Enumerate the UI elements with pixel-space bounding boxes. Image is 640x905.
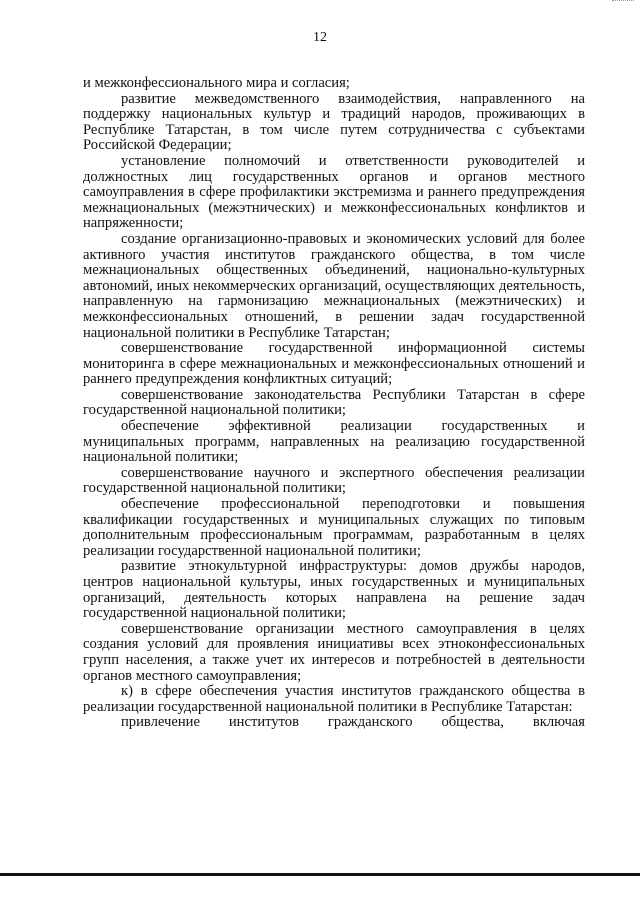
paragraph-8: совершенствование научного и экспертного обеспечения реализации государственной национальной политики;: [83, 464, 585, 497]
paragraph-4: создание организационно-правовых и экономических условий для более активного участия институтов гражданского общества, в том числе межнациональных общественных объединений, национально-культурных автономий, иных некоммерческих организаций, осуществляющих деятельность, направленную на гармонизацию межнациональных (межэтнических) и межконфессиональных отношений, в решении задач государственной национальной политики в Республике Татарстан;: [83, 230, 585, 341]
paragraph-2: развитие межведомственного взаимодействия, направленного на поддержку национальных культур и традиций народов, проживающих в Республике Татарстан, в том числе путем сотрудничества с субъектами Российской Федерации;: [83, 90, 585, 154]
bottom-border-line: [0, 873, 640, 876]
scan-corner-mark: [612, 0, 634, 4]
paragraph-7: обеспечение эффективной реализации государственных и муниципальных программ, направленных на реализацию государственной национальной политики;: [83, 418, 585, 466]
paragraph-3: установление полномочий и ответственности руководителей и должностных лиц государственных органов и органов местного самоуправления в сфере профилактики экстремизма и раннего предупреждения межнациональных (межэтнических) и межконфессиональных конфликтов и напряженности;: [83, 152, 585, 232]
paragraph-1: и межконфессионального мира и согласия;: [83, 75, 350, 91]
paragraph-13: привлечение институтов гражданского общества, включая: [121, 714, 585, 731]
paragraph-5: совершенствование государственной информационной системы мониторинга в сфере межнациональных и межконфессиональных отношений и раннего предупреждения конфликтных ситуаций;: [83, 340, 585, 388]
paragraph-12: к) в сфере обеспечения участия институтов гражданского общества в реализации государственной национальной политики в Республике Татарстан:: [83, 683, 585, 715]
document-body: [83, 76, 585, 731]
paragraph-11: совершенствование организации местного самоуправления в целях создания условий для проявления инициативы всех этноконфессиональных групп населения, а также учет их интересов и потребностей в деятельности органов местного самоуправления;: [83, 620, 585, 684]
paragraph-10: развитие этнокультурной инфраструктуры: домов дружбы народов, центров национальной культуры, иных государственных и муниципальных организаций, деятельность которых направлена на решение задач государственной национальной политики;: [83, 558, 585, 622]
page-number: 12: [313, 30, 327, 45]
paragraph-6: совершенствование законодательства Республики Татарстан в сфере государственной национальной политики;: [83, 386, 585, 419]
paragraph-9: обеспечение профессиональной переподготовки и повышения квалификации государственных и муниципальных служащих по типовым дополнительным профессиональным программам, разработанным в целях реализации государственной национальной политики;: [83, 496, 585, 559]
